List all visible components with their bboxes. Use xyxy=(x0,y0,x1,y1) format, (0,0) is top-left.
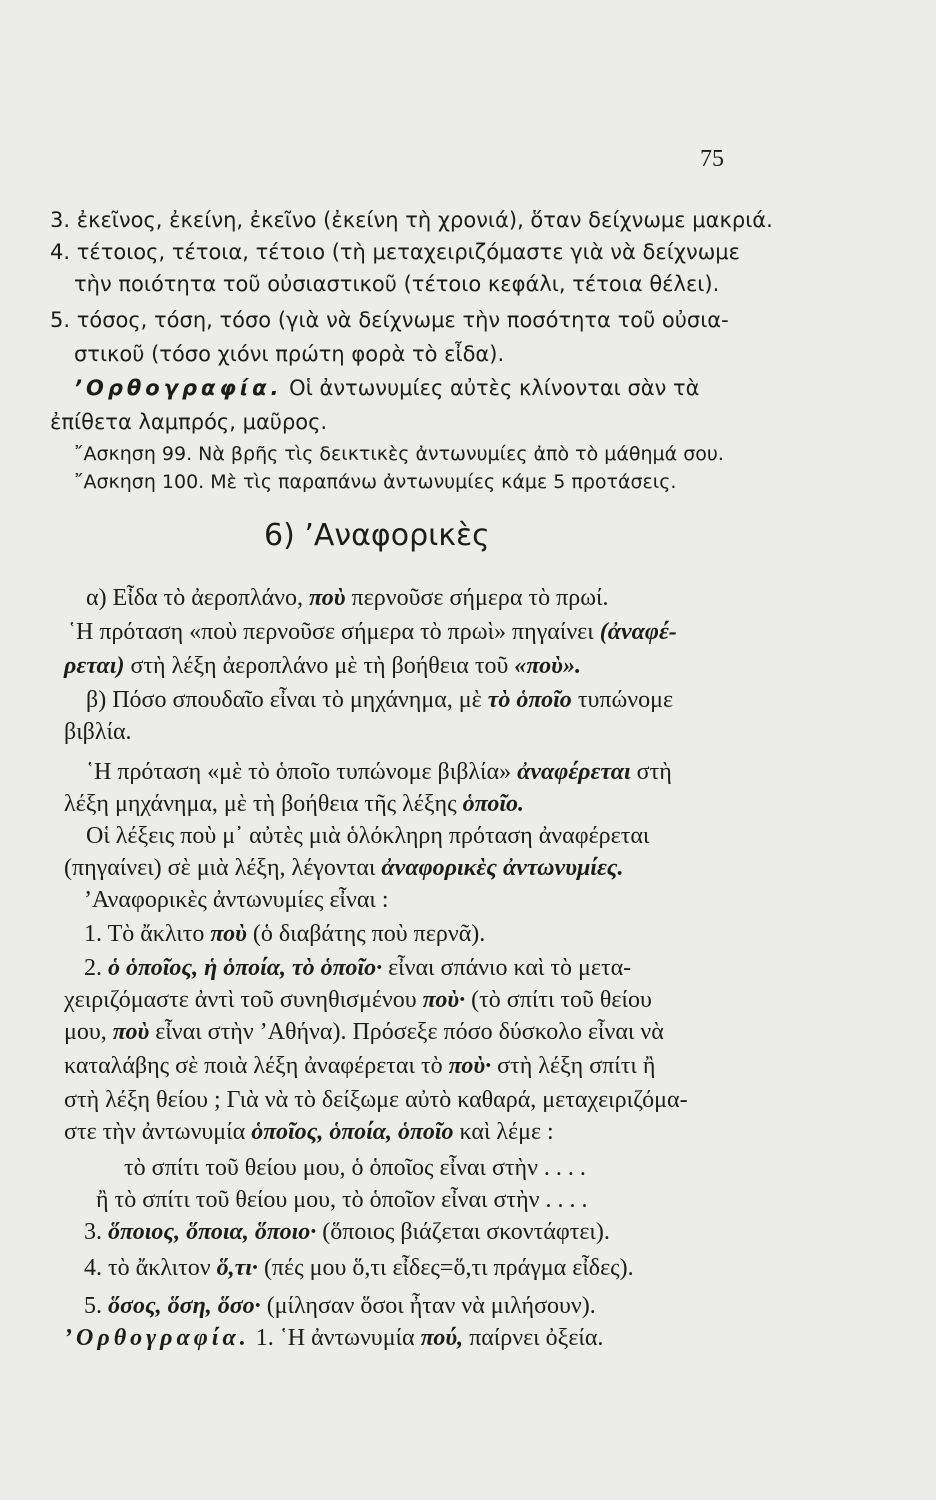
text-line xyxy=(64,1324,936,1352)
text-line xyxy=(64,854,936,882)
text-span: περνοῦσε σήμερα τὸ πρωί. xyxy=(345,585,609,611)
emphasis: ἀναφορικὲς ἀντωνυμίες. xyxy=(381,855,624,881)
text-span: ἢ τὸ σπίτι τοῦ θείου μου, τὸ ὁποῖον εἶναι στὴν . . . . xyxy=(96,1187,588,1213)
text-span: (ὁ διαβάτης ποὺ περνᾶ). xyxy=(246,921,486,947)
text-span: ἐπίθετα λαμπρός, μαῦρος. xyxy=(50,410,328,434)
text-span: τὴν ποιότητα τοῦ οὐσιαστικοῦ (τέτοιο κεφάλι, τέτοια θέλει). xyxy=(74,272,720,296)
text-line xyxy=(86,822,936,850)
text-span: στικοῦ (τόσο χιόνι πρώτη φορὰ τὸ εἶδα). xyxy=(74,342,505,366)
text-line xyxy=(50,408,936,436)
emphasis: ὁ ὁποῖος, ἡ ὁποία, τὸ ὁποῖο· xyxy=(108,955,383,981)
text-span: στὴ λέξη θείου ; Γιὰ νὰ τὸ δείξωμε αὐτὸ καθαρά, μεταχειριζόμα- xyxy=(64,1087,688,1113)
text-span: στὴ λέξη σπίτι ἢ xyxy=(491,1053,656,1079)
text-span: στὴ xyxy=(630,759,672,785)
text-span: Οἱ ἀντωνυμίες αὐτὲς κλίνονται σὰν τὰ xyxy=(282,376,700,400)
orthography-label: ’Ορθογραφία. xyxy=(74,376,283,400)
text-span: χειριζόμαστε ἀντὶ τοῦ συνηθισμένου xyxy=(64,987,423,1013)
text-span: Οἱ λέξεις ποὺ μ᾽ αὐτὲς μιὰ ὁλόκληρη πρόταση ἀναφέρεται xyxy=(86,823,650,849)
text-span: ’Αναφορικὲς ἀντωνυμίες εἶναι : xyxy=(84,887,389,913)
emphasis: «ποὺ». xyxy=(514,653,581,679)
example-line xyxy=(124,1154,936,1182)
text-span: ῾Η πρόταση «μὲ τὸ ὁποῖο τυπώνομε βιβλία» xyxy=(86,759,518,785)
text-span: 1. ῾Η ἀντωνυμία xyxy=(249,1325,421,1351)
text-line xyxy=(64,1018,936,1046)
text-span: 4. τέτοιος, τέτοια, τέτοιο (τὴ μεταχειριζόμαστε γιὰ νὰ δείχνωμε xyxy=(50,240,740,264)
emphasis: τὸ ὁποῖο xyxy=(487,687,572,713)
text-span: 4. τὸ ἄκλιτον xyxy=(84,1255,217,1281)
text-span: β) Πόσο σπουδαῖο εἶναι τὸ μηχάνημα, μὲ xyxy=(86,687,488,713)
emphasis: ὅ,τι· xyxy=(216,1255,258,1281)
emphasis: ὅσος, ὅση, ὅσο· xyxy=(108,1293,261,1319)
text-span: 2. xyxy=(84,955,108,981)
text-line xyxy=(74,270,936,298)
text-span: α) Εἶδα τὸ ἀεροπλάνο, xyxy=(86,585,310,611)
text-line xyxy=(86,686,936,714)
text-line xyxy=(64,652,936,680)
text-line xyxy=(64,1086,936,1114)
text-line xyxy=(50,238,936,266)
page-number: 75 xyxy=(700,146,724,172)
emphasis: ὁποῖο. xyxy=(462,791,525,817)
list-item-5 xyxy=(84,1292,936,1320)
text-span: εἶναι σπάνιο καὶ τὸ μετα- xyxy=(382,955,632,981)
emphasis: ὅποιος, ὅποια, ὅποιο· xyxy=(108,1219,317,1245)
emphasis: ἀναφέρεται xyxy=(517,759,631,785)
text-span: (πηγαίνει) σὲ μιὰ λέξη, λέγονται xyxy=(64,855,382,881)
emphasis: ὁποῖος, ὁποία, ὁποῖο xyxy=(251,1119,454,1145)
text-line xyxy=(86,758,936,786)
text-span: 3. xyxy=(84,1219,108,1245)
text-line xyxy=(50,306,936,334)
text-span: τυπώνομε xyxy=(571,687,674,713)
emphasis: (ἀναφέ- xyxy=(599,619,677,645)
text-span: καὶ λέμε : xyxy=(453,1119,554,1145)
text-span: (πές μου ὅ,τι εἶδες=ὅ,τι πράγμα εἶδες). xyxy=(257,1255,634,1281)
text-line xyxy=(74,374,936,402)
text-span: ῾Η πρόταση «ποὺ περνοῦσε σήμερα τὸ πρωὶ» πηγαίνει xyxy=(68,619,600,645)
emphasis: πού, xyxy=(420,1325,464,1351)
emphasis: ρεται) xyxy=(64,653,125,679)
exercise-99 xyxy=(74,440,936,468)
text-span: τὸ σπίτι τοῦ θείου μου, ὁ ὁποῖος εἶναι στὴν . . . . xyxy=(124,1155,586,1181)
emphasis: ποὺ· xyxy=(422,987,466,1013)
text-line xyxy=(84,886,936,914)
text-span: (τὸ σπίτι τοῦ θείου xyxy=(465,987,652,1013)
text-line xyxy=(64,1052,936,1080)
text-span: εἶναι στὴν ’Αθήνα). Πρόσεξε πόσο δύσκολο εἶναι νὰ xyxy=(149,1019,664,1045)
text-span: (μίλησαν ὅσοι ἦταν νὰ μιλήσουν). xyxy=(260,1293,596,1319)
text-line xyxy=(64,718,936,746)
text-span: ῎Ασκηση 100. Μὲ τὶς παραπάνω ἀντωνυμίες κάμε 5 προτάσεις. xyxy=(74,471,677,493)
text-span: λέξη μηχάνημα, μὲ τὴ βοήθεια τῆς λέξης xyxy=(64,791,463,817)
text-span: 5. xyxy=(84,1293,108,1319)
example-line xyxy=(96,1186,936,1214)
section-heading: 6) ’Αναφορικὲς xyxy=(264,518,490,553)
text-span: παίρνει ὀξεία. xyxy=(463,1325,604,1351)
text-line xyxy=(64,1118,936,1146)
text-span: στὴ λέξη ἀεροπλάνο μὲ τὴ βοήθεια τοῦ xyxy=(124,653,515,679)
text-line xyxy=(86,584,936,612)
text-span: βιβλία. xyxy=(64,719,132,745)
list-item-4 xyxy=(84,1254,936,1282)
text-span: 3. ἐκεῖνος, ἐκείνη, ἐκεῖνο (ἐκείνη τὴ χρονιά), ὅταν δείχνωμε μακριά. xyxy=(50,208,773,232)
text-span: καταλάβης σὲ ποιὰ λέξη ἀναφέρεται τὸ xyxy=(64,1053,449,1079)
orthography-label: ’Ορθογραφία. xyxy=(64,1325,250,1351)
text-line xyxy=(64,790,936,818)
emphasis: ποὺ· xyxy=(448,1053,492,1079)
text-span: 1. Τὸ ἄκλιτο xyxy=(84,921,211,947)
text-line xyxy=(68,618,936,646)
list-item-1 xyxy=(84,920,936,948)
text-span: ῎Ασκηση 99. Νὰ βρῆς τὶς δεικτικὲς ἀντωνυμίες ἀπὸ τὸ μάθημά σου. xyxy=(74,443,724,465)
text-span: στε τὴν ἀντωνυμία xyxy=(64,1119,252,1145)
emphasis: ποὺ xyxy=(112,1019,150,1045)
text-line xyxy=(64,986,936,1014)
emphasis: ποὺ xyxy=(210,921,247,947)
text-line xyxy=(50,206,936,234)
text-span: μου, xyxy=(64,1019,113,1045)
text-span: 5. τόσος, τόση, τόσο (γιὰ νὰ δείχνωμε τὴν ποσότητα τοῦ οὐσια- xyxy=(50,308,729,332)
list-item-3 xyxy=(84,1218,936,1246)
emphasis: ποὺ xyxy=(309,585,346,611)
list-item-2 xyxy=(84,954,936,982)
text-span: (ὅποιος βιάζεται σκοντάφτει). xyxy=(316,1219,610,1245)
exercise-100 xyxy=(74,468,936,496)
text-line xyxy=(74,340,936,368)
